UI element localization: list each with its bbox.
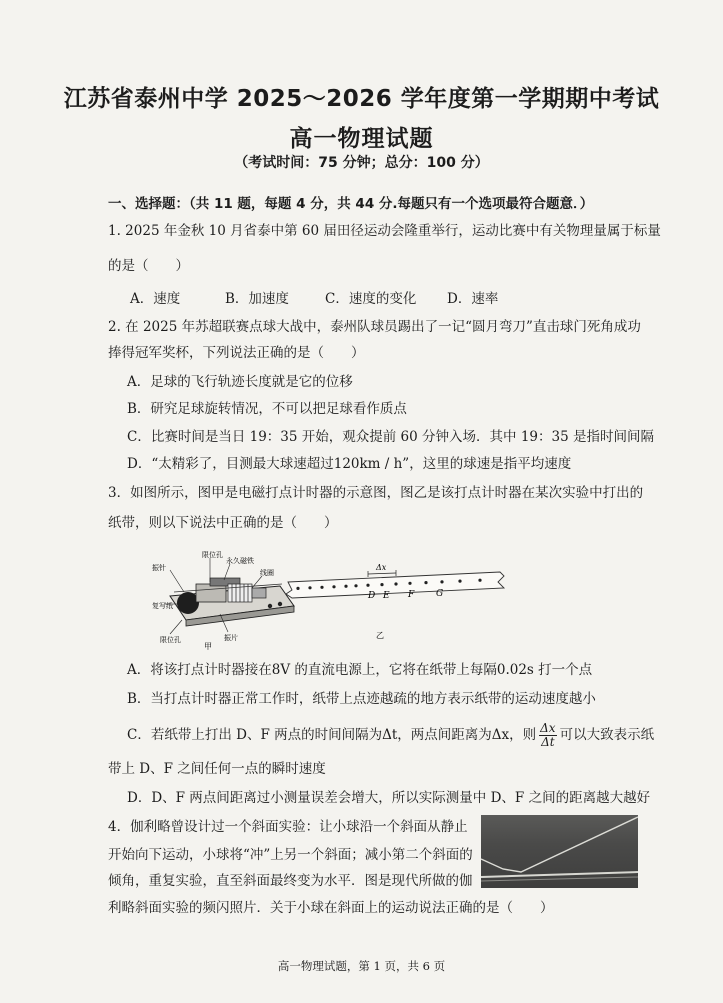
q1-option-d: D．速率 (447, 291, 499, 307)
exam-subtitle: 高一物理试题 (289, 126, 434, 152)
fraction-denominator: Δt (541, 735, 555, 749)
q1-stem-line1: 1. 2025 年金秋 10 月省泰中第 60 届田径运动会隆重举行，运动比赛中有关物理量属于标量 (108, 223, 661, 239)
q3-option-c-tail: 可以大致表示纸 (559, 727, 655, 743)
tape-dot (424, 581, 427, 584)
caption-jia: 甲 (204, 642, 212, 650)
q1-option-c: C．速度的变化 (325, 291, 417, 307)
q3-option-d: D．D、F 两点间距离过小测量误差会增大，所以实际测量中 D、F 之间的距离越大越好 (127, 790, 651, 806)
label-vibrating-plate: 振片 (224, 634, 238, 642)
label-vibrating-needle: 振针 (152, 564, 166, 572)
q3-option-b: B．当打点计时器正常工作时，纸带上点迹越疏的地方表示纸带的运动速度越小 (127, 691, 596, 707)
tape-dot (354, 584, 357, 587)
delta-x-over-delta-t (539, 722, 556, 749)
tape-dot (320, 586, 323, 589)
tape-dot (478, 579, 481, 582)
q4-stem-line3: 倾角，重复实验，直至斜面最终变为水平．图是现代所做的伽 (108, 873, 473, 889)
q3-stem-line2: 纸带，则以下说法中正确的是（ ） (108, 515, 338, 531)
tape-dot (380, 583, 383, 586)
q3-stem-line1: 3．如图所示，图甲是电磁打点计时器的示意图，图乙是该打点计时器在某次实验中打出的 (108, 485, 644, 501)
q3-option-c-line2: 带上 D、F 之间任何一点的瞬时速度 (108, 761, 326, 777)
fraction-numerator: Δx (540, 721, 556, 735)
q1-stem-line2: 的是（ ） (108, 258, 189, 274)
section-heading: 一、选择题：（共 11 题，每题 4 分，共 44 分.每题只有一个选项最符合题意．） (108, 196, 594, 212)
q2-option-b: B．研究足球旋转情况，不可以把足球看作质点 (127, 401, 407, 417)
tape-label-g: G (436, 589, 444, 599)
figure-timer-diagram (152, 548, 302, 650)
label-coil: 线圈 (260, 569, 274, 577)
tape-label-e: E (383, 591, 390, 601)
q2-stem-line2: 捧得冠军奖杯，下列说法正确的是（ ） (108, 345, 365, 361)
tape-dot (332, 585, 335, 588)
tape-dot (344, 585, 347, 588)
q2-option-d: D．“太精彩了，目测最大球速超过120km / h”，这里的球速是指平均速度 (127, 456, 572, 472)
caption-yi: 乙 (376, 631, 384, 640)
tape-dot (458, 580, 461, 583)
q1-option-a: A．速度 (130, 291, 181, 307)
tape-dot (440, 580, 443, 583)
tape-label-f: F (408, 590, 415, 600)
q3-option-a: A．将该打点计时器接在8V 的直流电源上，它将在纸带上每隔0.02s 打一个点 (127, 662, 593, 678)
q2-option-a: A．足球的飞行轨迹长度就是它的位移 (127, 374, 353, 390)
tape-dot (296, 587, 299, 590)
exam-info: （考试时间：75 分钟；总分：100 分） (234, 155, 489, 171)
q4-stem-line4: 利略斜面实验的频闪照片．关于小球在斜面上的运动说法正确的是（ ） (108, 900, 554, 916)
q3-option-c-text: C．若纸带上打出 D、F 两点的时间间隔为Δt，两点间距离为Δx，则 (127, 727, 537, 743)
q4-stem-line1: 4．伽利略曾设计过一个斜面实验：让小球沿一个斜面从静止 (108, 819, 468, 835)
label-limit-hole-bottom: 限位孔 (160, 636, 181, 644)
label-permanent-magnet: 永久磁铁 (226, 557, 254, 565)
tape-dot (366, 584, 369, 587)
label-limit-hole-top: 限位孔 (202, 551, 223, 559)
tape-dot (308, 586, 311, 589)
strobe-photo (481, 815, 638, 888)
q4-stem-line2: 开始向下运动，小球将“冲”上另一个斜面；减小第二个斜面的 (108, 847, 473, 863)
tape-label-d: D (368, 591, 376, 601)
page-footer: 高一物理试题，第 1 页，共 6 页 (277, 959, 446, 973)
exam-title: 江苏省泰州中学 2025～2026 学年度第一学期期中考试 (63, 86, 660, 112)
label-carbon-paper: 复写纸 (152, 602, 173, 610)
figure-paper-tape (284, 560, 524, 640)
q3-option-c (127, 721, 654, 749)
delta-x-label: Δx (376, 563, 387, 572)
q1-option-b: B．加速度 (225, 291, 289, 307)
tape-dot (394, 582, 397, 585)
tape-dot (408, 582, 411, 585)
q2-option-c: C．比赛时间是当日 19：35 开始，观众提前 60 分钟入场．其中 19：35 是指时间间隔 (127, 429, 654, 445)
q2-stem-line1: 2. 在 2025 年苏超联赛点球大战中，泰州队球员踢出了一记“圆月弯刀”直击球门死角成功 (108, 319, 641, 335)
